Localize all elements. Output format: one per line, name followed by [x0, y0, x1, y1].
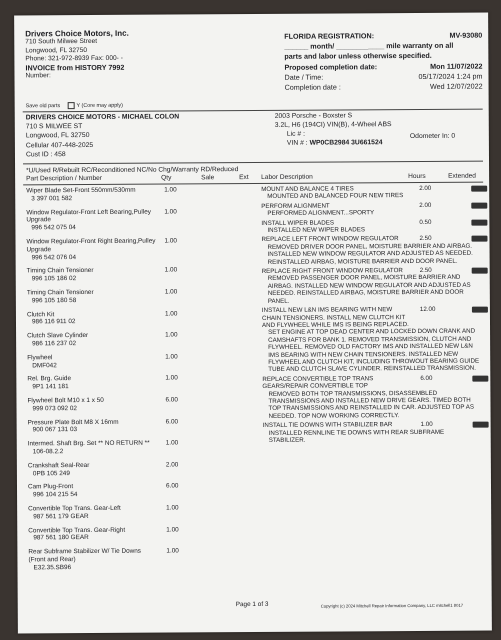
customer-name: DRIVERS CHOICE MOTORS - MICHAEL COLON — [25, 113, 180, 122]
col-part-header: Part Description / Number — [26, 174, 102, 183]
part-desc: Intermed. Shaft Brg. Set ** NO RETURN ** — [27, 439, 150, 448]
part-row — [28, 483, 198, 500]
vehicle-model: 2003 Porsche - Boxster S — [274, 112, 353, 120]
labor-desc: MOUNT AND BALANCE 4 TIRES — [261, 185, 354, 193]
part-number: 0PB 105 249 — [32, 469, 70, 477]
part-row — [28, 547, 198, 571]
part-qty: 1.00 — [166, 504, 179, 512]
shop-info — [25, 29, 129, 81]
col-sale-header: Sale — [201, 174, 215, 182]
customer-street: 710 S MILWEE ST — [25, 123, 83, 131]
part-qty: 1.00 — [166, 547, 179, 555]
part-row — [28, 418, 198, 435]
part-number: 996 542 075 04 — [31, 224, 76, 232]
part-qty: 1.00 — [165, 374, 178, 382]
part-number: 986 116 237 02 — [32, 340, 77, 348]
divider-mid — [23, 161, 483, 165]
redacted-amount — [471, 202, 487, 208]
part-number: 996 105 186 02 — [31, 275, 77, 283]
part-number: 996 105 180 58 — [31, 296, 77, 305]
labor-row — [263, 421, 489, 445]
labor-desc: REPLACE RIGHT FRONT WINDOW REGULATOR — [261, 267, 403, 276]
labor-hours: 6.00 — [420, 374, 433, 382]
save-parts-row — [26, 102, 123, 110]
customer-id: Cust ID : 458 — [25, 150, 66, 159]
part-qty: 1.00 — [165, 331, 178, 339]
registration-block — [284, 31, 482, 93]
part-qty: 1.00 — [165, 353, 178, 361]
part-row — [27, 267, 197, 284]
part-number: 900 067 131 03 — [32, 426, 78, 434]
redacted-amount — [471, 219, 487, 225]
labor-row — [261, 185, 487, 201]
registration-label: FLORIDA REGISTRATION: — [284, 31, 375, 41]
copyright: Copyright (c) 2024 Mitchell Repair Information Company, LLC mitchell1 8017 — [320, 602, 464, 609]
labor-hours: 1.00 — [420, 421, 433, 429]
part-row — [26, 237, 196, 261]
labor-row — [262, 267, 488, 305]
labor-hours: 2.50 — [419, 266, 432, 275]
redacted-amount — [471, 186, 487, 192]
shop-name: Drivers Choice Motors, Inc. — [25, 28, 129, 39]
labor-desc: REPLACE CONVERTIBLE TOP TRANS GEARS/REPAIR CONVERTIBLE TOP — [262, 375, 374, 391]
datetime-value: 05/17/2024 1:24 pm — [418, 71, 483, 81]
labor-desc: INSTALL NEW L&N IMS BEARING WITH NEW CHAIN TENSIONERS. INSTALL NEW CLUTCH KIT AND FLYWHEEL WHILE IMS IS BEING REPLACED. — [261, 306, 409, 329]
shop-address: 710 South Milwee Street — [25, 37, 98, 46]
page-number: Page 1 of 3 — [235, 600, 269, 609]
vin-value: WP0CB2984 3U661524 — [309, 139, 383, 147]
completion-date-label: Completion date : — [284, 82, 341, 92]
proposed-date-label: Proposed completion date: — [284, 61, 378, 72]
labor-row — [261, 201, 487, 217]
part-number: 996 542 076 04 — [31, 253, 77, 261]
labor-list — [261, 185, 489, 447]
labor-hours: 2.00 — [419, 201, 432, 209]
redacted-amount — [472, 268, 488, 274]
part-desc: Rear Subframe Stabilizer W/ Tie Downs (Front and Rear) — [28, 547, 142, 564]
core-note: Y (Core may apply) — [76, 102, 123, 109]
redacted-amount — [473, 422, 489, 428]
part-desc: Window Regulator-Front Left Bearing,Pulley Upgrade — [26, 208, 152, 224]
part-number: 986 116 911 02 — [31, 318, 76, 326]
part-qty: 1.00 — [164, 266, 178, 274]
part-desc: Pressure Plate Bolt M8 X 16mm — [27, 418, 119, 426]
shop-city: Longwood, FL 32750 — [25, 46, 88, 54]
redacted-amount — [472, 307, 488, 313]
part-number: 996 104 215 54 — [33, 491, 78, 499]
col-labor-header: Labor Description — [261, 173, 313, 181]
part-number: 987 561 179 GEAR — [33, 512, 89, 521]
part-row — [27, 288, 197, 305]
part-qty: 1.00 — [166, 525, 179, 534]
labor-note: PERFORMED ALIGNMENT...SPORTY — [267, 209, 375, 218]
part-row — [28, 439, 198, 456]
labor-note: REMOVED DRIVER DOOR PANEL, MOISTURE BARRIER AND AIRBAG. INSTALLED NEW WINDOW REGULATOR AND ADJUSTED AS NEEDED. REINSTALLED AIRBAG, MOISTURE BARRIER AND DOOR PANEL. — [267, 242, 473, 266]
part-row — [28, 504, 198, 521]
labor-hours: 2.50 — [419, 235, 432, 243]
labor-desc: REPLACE LEFT FRONT WINDOW REGULATOR — [261, 235, 399, 244]
part-desc: Wiper Blade Set-Front 550mm/530mm — [26, 186, 136, 195]
labor-row — [262, 306, 488, 374]
part-row — [26, 186, 196, 203]
part-number: E32.35.SB96 — [33, 563, 72, 572]
part-desc: Timing Chain Tensioner — [26, 267, 94, 275]
part-number: 106-08.2.2 — [32, 448, 64, 456]
col-ext-header: Ext — [239, 174, 249, 182]
labor-hours: 0.50 — [419, 218, 432, 226]
part-desc: Cam Plug-Front — [27, 483, 74, 491]
part-desc: Crankshaft Seal-Rear — [27, 461, 90, 470]
part-desc: Flywheel — [27, 353, 53, 362]
vin-label: VIN # : — [286, 139, 308, 147]
labor-row — [261, 235, 487, 266]
part-row — [26, 208, 196, 232]
part-number: 987 561 180 GEAR — [33, 534, 89, 542]
part-qty: 1.00 — [164, 288, 178, 296]
save-parts-label: Save old parts — [25, 103, 61, 110]
part-number: 999 073 092 02 — [32, 404, 77, 413]
part-desc: Clutch Kit — [26, 310, 55, 318]
part-number: 9P1 141 181 — [32, 383, 69, 391]
part-qty: 6.00 — [165, 396, 178, 404]
part-desc: Flywheel Bolt M10 x 1 x 50 — [27, 396, 104, 405]
labor-row — [262, 374, 488, 420]
labor-note: SET ENGINE AT TOP DEAD CENTER AND LOCKED DOWN CRANK AND CAMSHAFTS FOR BANK 1. REMOVED TRANSMISSION, CLUTCH AND FLYWHEEL. REMOVED OLD FACTORY IMS AND INSTALLED NEW L&N IMS BEARING WITH NEW CHAIN TENSIONERS. INSTALLED NEW FLYWHEEL AND CLUTCH KIT, INCLUDING THROWOUT BEARING GUIDE TUBE AND CLUTCH SLAVE CYLINDER. REINSTALLED TRANSMISSION. — [268, 327, 480, 374]
labor-note: REMOVED BOTH TOP TRANSMISSIONS, DISASSEMBLED TRANSMISSIONS AND INSTALLED NEW DRIVE GEARS. TIMED BOTH TOP TRANSMISSIONS AND REINSTALLED IN CAR. ADJUSTED TOP AS NEEDED. TOP NOW WORKING CORRECTLY. — [268, 389, 475, 420]
redacted-amount — [471, 236, 487, 242]
labor-note: INSTALLED RENNLINE TIE DOWNS WITH REAR SUBFRAME STABILIZER. — [268, 428, 445, 444]
part-qty: 1.00 — [164, 208, 177, 216]
part-qty: 1.00 — [164, 310, 178, 318]
labor-desc: PERFORM ALIGNMENT — [261, 202, 330, 210]
condition-legend: *U/Used R/Rebuilt RC/Reconditioned NC/No Chg/Warranty RD/Reduced — [26, 166, 239, 175]
labor-note: MOUNTED AND BALANCED FOUR NEW TIRES — [267, 192, 404, 201]
labor-desc: INSTALL WIPER BLADES — [261, 219, 334, 227]
part-desc: Convertible Top Trans. Gear-Right — [28, 526, 126, 534]
part-row — [27, 396, 197, 413]
part-row — [27, 310, 197, 327]
customer-block — [26, 112, 180, 159]
vehicle-engine: 3.2L, H6 (194CI) VIN(B), 4-Wheel ABS — [274, 121, 392, 129]
labor-row — [261, 218, 487, 234]
part-row — [28, 461, 198, 478]
part-desc: Rel. Brg. Guide — [27, 375, 72, 383]
completion-date-value: Wed 12/07/2022 — [429, 81, 483, 91]
col-extended-header: Extended — [448, 172, 477, 180]
vehicle-block — [275, 111, 392, 148]
part-desc: Window Regulator-Front Right Bearing,Pulley Upgrade — [26, 237, 156, 254]
redacted-amount — [472, 375, 488, 381]
part-desc: Convertible Top Trans. Gear-Left — [28, 504, 121, 513]
part-row — [27, 331, 197, 348]
divider-top — [23, 109, 483, 113]
parts-list — [26, 186, 198, 578]
labor-hours: 2.00 — [419, 184, 432, 192]
warranty-line-2: parts and labor unless otherwise specified. — [284, 51, 432, 62]
invoice-title: INVOICE from HISTORY 7992 — [25, 62, 125, 72]
shop-phone: Phone: 321-972-8939 Fax: 000- - — [25, 54, 123, 63]
customer-cell: Cellular 407-448-2025 — [25, 141, 94, 149]
part-number: 3 397 001 582 — [31, 194, 73, 203]
proposed-date-value: Mon 11/07/2022 — [430, 61, 483, 71]
part-row — [28, 526, 198, 543]
labor-desc: INSTALL TIE DOWNS WITH STABILIZER BAR — [262, 421, 393, 430]
odometer: Odometer In: 0 — [409, 132, 456, 141]
invoice-sheet — [14, 13, 492, 634]
registration-number: MV-93080 — [449, 30, 483, 40]
part-desc: Clutch Slave Cylinder — [27, 332, 89, 340]
part-qty: 1.00 — [165, 439, 179, 447]
part-row — [27, 353, 197, 370]
part-number: DMF042 — [32, 361, 57, 369]
part-qty: 2.00 — [165, 461, 179, 469]
labor-hours: 12.00 — [419, 305, 436, 314]
col-hours-header: Hours — [408, 172, 426, 181]
part-qty: 1.00 — [164, 186, 177, 194]
col-qty-header: Qty — [161, 174, 172, 182]
labor-note: INSTALLED NEW WIPER BLADES — [267, 226, 365, 234]
labor-note: REMOVED PASSENGER DOOR PANEL, MOISTURE BARRIER AND AIRBAG. INSTALLED NEW WINDOW REGULATOR AND ADJUSTED AS NEEDED. REINSTALLED AIRBAG, MOISTURE BARRIER AND DOOR PANEL. — [267, 274, 471, 305]
part-qty: 6.00 — [165, 417, 179, 426]
warranty-line-1: ______ month/ ____________ mile warranty on all — [284, 40, 454, 52]
number-label: Number: — [25, 72, 51, 80]
customer-city: Longwood, FL 32750 — [25, 132, 90, 140]
part-qty: 6.00 — [165, 482, 179, 490]
datetime-label: Date / Time: — [284, 72, 324, 82]
part-desc: Timing Chain Tensioner — [26, 288, 94, 297]
save-parts-checkbox — [68, 102, 75, 109]
part-row — [27, 375, 197, 392]
vehicle-lic: Lic # : — [286, 130, 306, 138]
part-qty: 1.00 — [164, 237, 177, 245]
